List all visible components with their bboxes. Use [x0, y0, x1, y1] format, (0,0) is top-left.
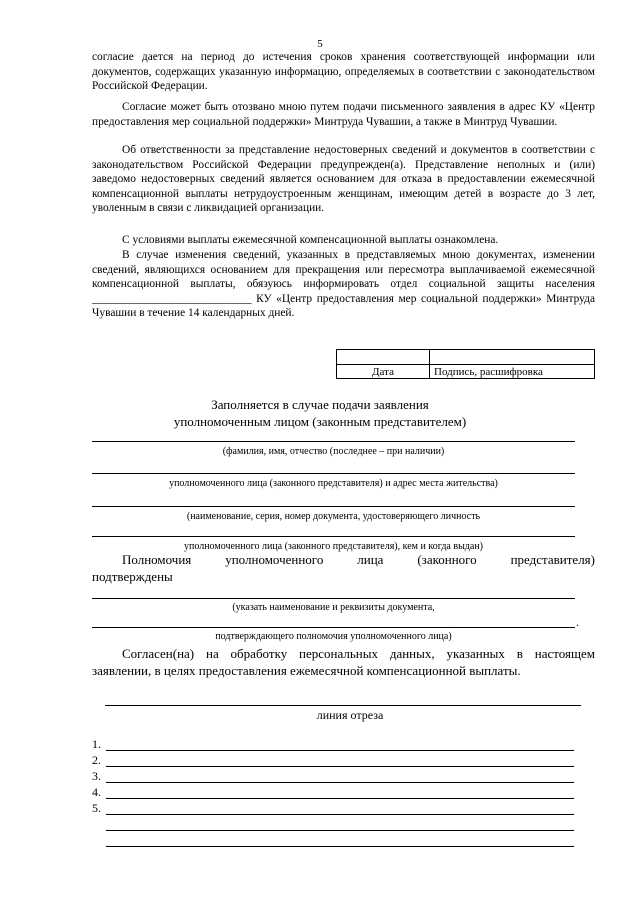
- list-number-1: 1.: [92, 737, 101, 751]
- list-line-3[interactable]: [106, 782, 574, 783]
- signature-table: [336, 349, 595, 379]
- authority-caption-1: (указать наименование и реквизиты документа,: [232, 602, 435, 613]
- rep-document-line[interactable]: [92, 506, 575, 507]
- rep-issued-line[interactable]: [92, 536, 575, 537]
- list-number-5: 5.: [92, 801, 101, 815]
- date-cell[interactable]: [337, 350, 430, 365]
- list-line-1[interactable]: [106, 750, 574, 751]
- signature-cell[interactable]: [430, 350, 595, 365]
- authority-caption-2: подтверждающего полномочия уполномоченного лица): [215, 631, 452, 642]
- consent-text: Согласен(на) на обработку персональных данных, указанных в настоящем заявлении, в целях предоставления ежемесячной компенсационной выплаты.: [92, 646, 595, 678]
- paragraph-conditions: С условиями выплаты ежемесячной компенсационной выплаты ознакомлена.: [122, 234, 499, 246]
- list-line-7[interactable]: [106, 846, 574, 847]
- authority-doc-line[interactable]: [92, 598, 575, 599]
- rep-name-caption: (фамилия, имя, отчество (последнее – при наличии): [222, 446, 445, 457]
- date-label: Дата: [337, 364, 430, 379]
- rep-name-line[interactable]: [92, 441, 575, 442]
- list-line-6[interactable]: [106, 830, 574, 831]
- paragraph-consent-revocation: Согласие может быть отозвано мною путем подачи письменного заявления в адрес КУ «Центр предоставления мер социальной поддержки» Минтруда Чувашии, а также в Минтруд Чувашии.: [92, 101, 595, 128]
- list-line-2[interactable]: [106, 766, 574, 767]
- cut-line-label: линия отреза: [316, 708, 384, 722]
- list-number-3: 3.: [92, 769, 101, 783]
- rep-address-caption: уполномоченного лица (законного представителя) и адрес места жительства): [169, 478, 498, 489]
- paragraph-change-notice: В случае изменения сведений, указанных в представляемых мною документах, изменении сведений, являющихся основанием для прекращения или пересмотра выплачиваемой ежемесячной компенсационной выплаты, обязуюсь информировать отдел социальной защиты населения ____________________________ КУ «Центр предоставления мер социальной поддержки» Минтруда Чувашии в течение 14 календарных дней.: [92, 249, 595, 320]
- authority-period: .: [576, 615, 579, 629]
- list-number-2: 2.: [92, 753, 101, 767]
- rep-address-line[interactable]: [92, 473, 575, 474]
- representative-heading-line1: Заполняется в случае подачи заявления: [211, 397, 429, 412]
- list-number-4: 4.: [92, 785, 101, 799]
- authority-text: Полномочия уполномоченного лица (законного представителя) подтверждены: [92, 552, 595, 584]
- list-line-4[interactable]: [106, 798, 574, 799]
- paragraph-consent-period: согласие дается на период до истечения сроков хранения соответствующей информации или документов, содержащих указанную информацию, определяемых в соответствии с законодательством Российской Федерации.: [92, 51, 595, 93]
- signature-label: Подпись, расшифровка: [430, 364, 595, 379]
- rep-issued-caption: уполномоченного лица (законного представителя), кем и когда выдан): [184, 541, 483, 552]
- rep-document-caption: (наименование, серия, номер документа, удостоверяющего личность: [186, 511, 481, 522]
- representative-heading-line2: уполномоченным лицом (законным представителем): [173, 414, 467, 429]
- paragraph-responsibility: Об ответственности за представление недостоверных сведений и документов в соответствии с законодательством Российской Федерации предупрежден(а). Представление неполных и (или) заведомо недостоверных сведений является основанием для отказа в предоставлении ежемесячной компенсационной выплаты нетрудоустроенным женщинам, имеющим детей в возрасте до 3 лет, уволенным в связи с ликвидацией организации.: [92, 144, 595, 215]
- list-line-5[interactable]: [106, 814, 574, 815]
- page-number: 5: [317, 38, 323, 50]
- cut-line: [105, 705, 581, 706]
- authority-confirm-line[interactable]: [92, 627, 575, 628]
